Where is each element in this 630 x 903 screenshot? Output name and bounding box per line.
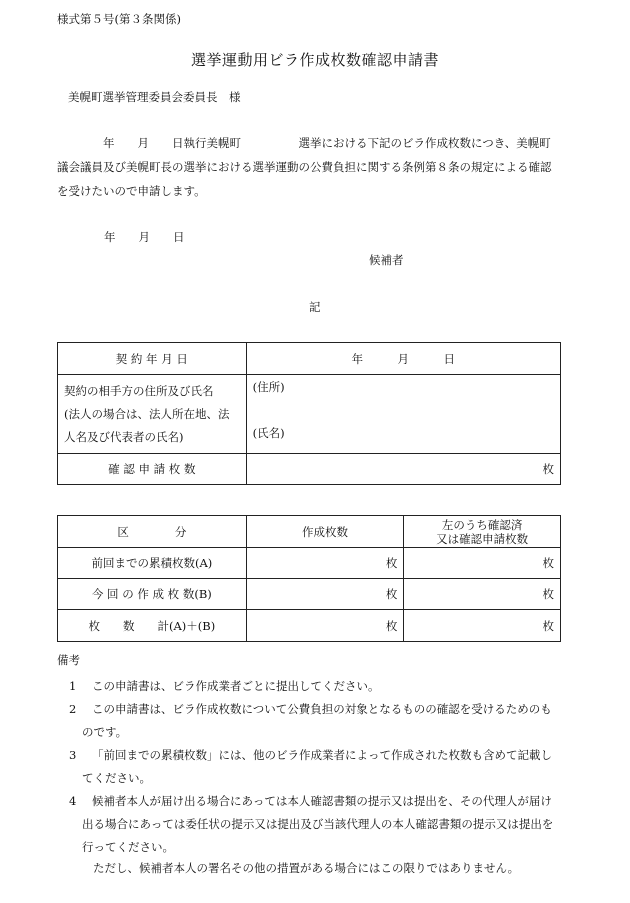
remark-item xyxy=(57,675,582,698)
statement-line-3: を受けたいので申請します。 xyxy=(57,184,206,198)
remark-number: 3 xyxy=(69,748,77,762)
count-table xyxy=(57,515,561,642)
statement-line-2: 議会議員及び美幌町長の選挙における選挙運動の公費負担に関する条例第８条の規定による確認 xyxy=(57,160,552,174)
statement-line-1: 年 月 日執行美幌町 選挙における下記のビラ作成枚数につき、美幌町 xyxy=(103,136,551,150)
document-title: 選挙運動用ビラ作成枚数確認申請書 xyxy=(190,51,439,69)
row-label: 前回までの累積枚数(A) xyxy=(58,548,247,579)
counterparty-label-line-2: (法人の場合は、法人所在地、法 xyxy=(64,406,230,421)
confirm-count-label: 確 認 申 請 枚 数 xyxy=(58,454,247,485)
confirmed-count-header xyxy=(404,516,561,548)
remark-item xyxy=(57,790,582,859)
row-label: 枚 数 計(A)＋(B) xyxy=(58,610,247,642)
row-label: 今 回 の 作 成 枚 数(B) xyxy=(58,579,247,610)
counterparty-label xyxy=(58,375,247,454)
table-row xyxy=(58,579,561,610)
application-date: 年 月 日 xyxy=(104,230,185,244)
application-statement xyxy=(57,131,577,203)
counterparty-label-line-3: 人名及び代表者の氏名) xyxy=(64,429,184,444)
category-header: 区 分 xyxy=(58,516,247,548)
counterparty-value xyxy=(246,375,560,454)
remark-line: 行ってください。 xyxy=(82,840,174,854)
contract-table xyxy=(57,342,561,485)
created-count-header: 作成枚数 xyxy=(246,516,404,548)
remark-number: 4 xyxy=(69,794,77,808)
remark-line: この申請書は、ビラ作成枚数について公費負担の対象となるものの確認を受けるためのも xyxy=(92,702,552,716)
remark-note: ただし、候補者本人の署名その他の措置がある場合にはこの限りではありません。 xyxy=(93,861,520,875)
remark-line: 出る場合にあっては委任状の提示又は提出及び当該代理人の本人確認書類の提示又は提出を xyxy=(82,817,554,831)
confirmed-count-header-line-1: 左のうち確認済 xyxy=(441,517,523,532)
row-created-unit: 枚 xyxy=(246,548,404,579)
row-confirmed-unit: 枚 xyxy=(404,579,561,610)
table-row xyxy=(58,610,561,642)
remark-number: 1 xyxy=(69,679,77,693)
remark-line: 候補者本人が届け出る場合にあっては本人確認書類の提示又は提出を、その代理人が届け xyxy=(92,794,552,808)
counterparty-label-line-1: 契約の相手方の住所及び氏名 xyxy=(64,383,214,398)
row-confirmed-unit: 枚 xyxy=(404,548,561,579)
remarks-heading: 備考 xyxy=(57,653,80,667)
contract-date-label: 契 約 年 月 日 xyxy=(58,343,247,375)
form-number: 様式第５号(第３条関係) xyxy=(57,12,181,26)
address-label: (住所) xyxy=(252,380,285,394)
confirmed-count-header-line-2: 又は確認申請枚数 xyxy=(436,531,529,546)
remark-item xyxy=(57,744,582,790)
table-row xyxy=(58,548,561,579)
confirm-count-unit: 枚 xyxy=(246,454,560,485)
contract-date-value: 年 月 日 xyxy=(246,343,560,375)
addressee: 美幌町選挙管理委員会委員長 様 xyxy=(68,90,241,104)
name-label: (氏名) xyxy=(252,426,285,440)
ki-heading: 記 xyxy=(309,300,321,314)
row-created-unit: 枚 xyxy=(246,610,404,642)
remark-line: てください。 xyxy=(82,771,151,785)
candidate-label: 候補者 xyxy=(369,253,404,267)
remark-line: この申請書は、ビラ作成業者ごとに提出してください。 xyxy=(92,679,380,693)
remark-item xyxy=(57,698,582,744)
remark-line: 「前回までの累積枚数」には、他のビラ作成業者によって作成された枚数も含めて記載し xyxy=(92,748,552,762)
row-created-unit: 枚 xyxy=(246,579,404,610)
remark-number: 2 xyxy=(69,702,77,716)
row-confirmed-unit: 枚 xyxy=(404,610,561,642)
remark-line: のです。 xyxy=(82,725,128,739)
